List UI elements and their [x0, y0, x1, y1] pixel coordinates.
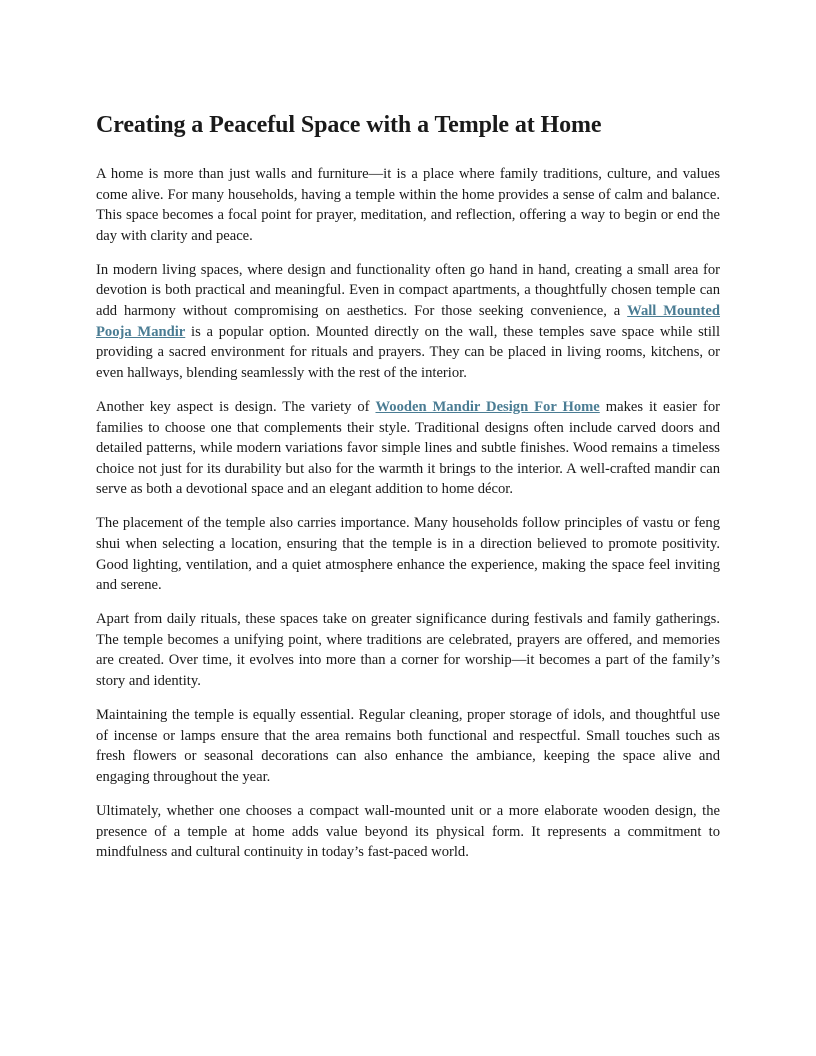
- paragraph-text: Another key aspect is design. The variety of: [96, 398, 376, 415]
- document-title: Creating a Peaceful Space with a Temple at Home: [96, 112, 602, 138]
- paragraph-wall-mounted: [96, 260, 720, 384]
- paragraph-text: makes it easier for families to choose one that complements their style. Traditional designs often include carved doors and detailed patterns, while modern variations favor simple lines and subtle finishes. Wood remains a timeless choice not just for its durability but also for the warmth it brings to the interior. A well-crafted mandir can serve as both a devotional space and an elegant addition to home décor.: [96, 398, 720, 498]
- document-page: [96, 108, 720, 876]
- paragraph-placement: The placement of the temple also carries importance. Many households follow principles of vastu or feng shui when selecting a location, ensuring that the temple is in a direction believed to promote positivity. Good lighting, ventilation, and a quiet atmosphere enhance the experience, making the space feel inviting and serene.: [96, 515, 720, 594]
- wall-mounted-pooja-mandir-link[interactable]: Wall Mounted Pooja Mandir: [96, 303, 720, 340]
- paragraph-text: In modern living spaces, where design and functionality often go hand in hand, creating a small area for devotion is both practical and meaningful. Even in compact apartments, a thoughtfully chosen temple can add harmony without compromising on aesthetics. For those seeking convenience, a: [96, 261, 720, 320]
- paragraph-intro: A home is more than just walls and furniture—it is a place where family traditions, culture, and values come alive. For many households, having a temple within the home provides a sense of calm and balance. This space becomes a focal point for prayer, meditation, and reflection, offering a way to begin or end the day with clarity and peace.: [96, 166, 720, 244]
- wooden-mandir-design-link[interactable]: Wooden Mandir Design For Home: [375, 398, 600, 415]
- paragraph-conclusion: Ultimately, whether one chooses a compact wall-mounted unit or a more elaborate wooden design, the presence of a temple at home adds value beyond its physical form. It represents a commitment to mindfulness and cultural continuity in today’s fast-paced world.: [96, 803, 720, 861]
- paragraph-maintenance: Maintaining the temple is equally essential. Regular cleaning, proper storage of idols, and thoughtful use of incense or lamps ensure that the area remains both functional and respectful. Small touches such as fresh flowers or seasonal decorations can also enhance the ambiance, keeping the space alive and engaging throughout the year.: [96, 707, 720, 785]
- paragraph-design: [96, 397, 720, 500]
- paragraph-text: is a popular option. Mounted directly on the wall, these temples save space while still providing a sacred environment for rituals and prayers. They can be placed in living rooms, kitchens, or even hallways, blending seamlessly with the rest of the interior.: [96, 323, 721, 381]
- paragraph-festivals: Apart from daily rituals, these spaces take on greater significance during festivals and family gatherings. The temple becomes a unifying point, where traditions are celebrated, prayers are offered, and memories are created. Over time, it evolves into more than a corner for worship—it becomes a part of the family’s story and identity.: [96, 611, 720, 690]
